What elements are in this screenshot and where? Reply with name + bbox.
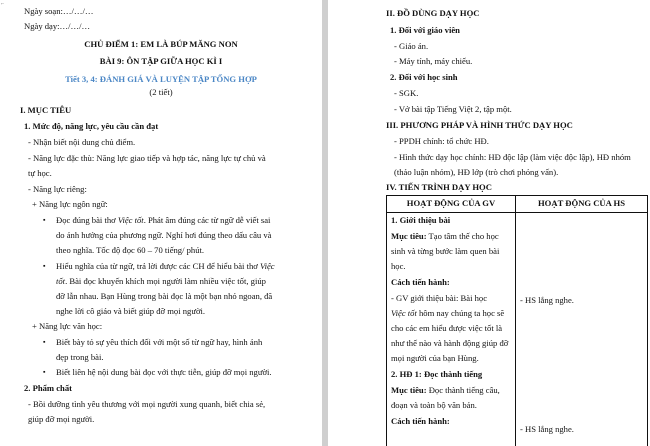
section-procedure: IV. TIẾN TRÌNH DẠY HỌC [386, 182, 492, 192]
bullet-text: do ảnh hưởng của phương ngữ. Nghỉ hơi đúng theo dấu câu và [56, 230, 272, 240]
bullet-text: theo nghĩa. Tốc độ đọc 60 – 70 tiếng/ phút. [56, 245, 205, 255]
table-row [387, 213, 648, 446]
bullet-text: đỡ lẫn nhau. Bạn Hùng trong bài đọc là một bạn nhỏ ngoan, đã [56, 291, 273, 301]
right-page [328, 0, 650, 446]
poem-title: tốt [56, 276, 66, 286]
objective-line: + Năng lực văn học: [32, 321, 103, 331]
bullet-item: ▪ Biết bày tỏ sự yêu thích đối với một số từ ngữ hay, hình ảnh [56, 337, 262, 348]
table-header-gv: HOẠT ĐỘNG CỦA GV [387, 196, 516, 213]
method-line: - PPDH chính: tổ chức HĐ. [394, 136, 489, 146]
table-text: như thế nào và hành động giúp đỡ [391, 338, 509, 348]
table-text: đoạn và toàn bộ văn bản. [391, 400, 477, 410]
lesson-title: BÀI 9: ÔN TẬP GIỮA HỌC KÌ I [99, 56, 223, 66]
table-text: Cách tiến hành: [391, 416, 450, 426]
hs-column [516, 213, 648, 446]
bullet-text: . Phát âm đúng các từ ngữ dễ viết sai [143, 215, 271, 225]
table-text: Cách tiến hành: [391, 277, 450, 287]
activity-table [386, 195, 648, 446]
table-text: Mục tiêu: Tạo tâm thế cho học [391, 231, 499, 241]
objective-line: - Nhận biết nội dung chủ điểm. [28, 137, 136, 147]
table-text: mọi người của bạn Hùng. [391, 353, 479, 363]
objective-line: - Năng lực đặc thù: Năng lực giao tiếp và hợp tác, năng lực tự chủ và [28, 153, 266, 163]
subsection-competencies: 1. Mức độ, năng lực, yêu cầu cần đạt [24, 121, 159, 131]
material-line: - Giáo án. [394, 41, 429, 51]
objective-line: tự học. [28, 168, 52, 178]
bullet-text: Đọc đúng bài thơ [56, 215, 118, 225]
quality-line: giúp đỡ mọi người. [28, 414, 95, 424]
bullet-text: . Bài đọc khuyến khích mọi người làm nhiều việc tốt, giúp [65, 276, 266, 286]
section-materials: II. ĐỒ DÙNG DẠY HỌC [386, 8, 480, 18]
subsection-qualities: 2. Phẩm chất [24, 383, 72, 393]
bullet-item [56, 215, 270, 226]
material-line: - SGK. [394, 88, 419, 98]
hs-response: - HS lắng nghe. [520, 424, 574, 434]
bullet-text: đẹp trong bài. [56, 352, 104, 362]
date-prepared: Ngày soạn:…/…/… [24, 6, 94, 16]
method-line: - Hình thức dạy học chính: HĐ độc lập (làm việc độc lập), HĐ nhóm [394, 152, 631, 162]
material-line: - Vở bài tập Tiếng Việt 2, tập một. [394, 104, 512, 114]
table-text: cho các em hiểu được việc tốt là [391, 323, 503, 333]
section-methods: III. PHƯƠNG PHÁP VÀ HÌNH THỨC DẠY HỌC [386, 120, 573, 130]
section-objectives: I. MỤC TIÊU [20, 105, 72, 115]
material-line: - Máy tính, máy chiếu. [394, 56, 473, 66]
gv-column [387, 213, 516, 446]
table-text: - GV giới thiệu bài: Bài học [391, 293, 488, 303]
bullet-item: ▪ Biết liên hệ nội dung bài đọc với thực tiễn, giúp đỡ mọi người. [56, 367, 272, 378]
activity-heading: 2. HĐ 1: Đọc thành tiếng [391, 369, 483, 379]
theme-title: CHỦ ĐIỂM 1: EM LÀ BÚP MĂNG NON [84, 39, 238, 49]
quality-line: - Bồi dưỡng tình yêu thương với mọi người xung quanh, biết chia sẻ, [28, 399, 266, 409]
table-text: Mục tiêu: Đọc thành tiếng câu, [391, 385, 500, 395]
date-taught: Ngày dạy:…/…/… [24, 21, 91, 31]
table-header-hs: HOẠT ĐỘNG CỦA HS [516, 196, 648, 213]
period-count: (2 tiết) [149, 87, 173, 97]
objective-line: + Năng lực ngôn ngữ: [32, 199, 108, 209]
table-header-row [387, 196, 648, 213]
bullet-text: nghe lời cô giáo và biết giúp đỡ mọi người. [56, 306, 206, 316]
left-page [0, 0, 322, 446]
objective-line: - Năng lực riêng: [28, 184, 87, 194]
subsection-student: 2. Đối với học sinh [390, 72, 458, 82]
period-title: Tiết 3, 4: ĐÁNH GIÁ VÀ LUYỆN TẬP TỔNG HỢP [65, 74, 257, 84]
bullet-text [56, 276, 266, 287]
table-text: sinh và từng bước làm quen bài [391, 246, 500, 256]
table-text: học. [391, 261, 406, 271]
header-corner-mark: ⌐ [1, 1, 5, 7]
method-line: (thảo luận nhóm), HĐ lớp (trò chơi phỏng vấn). [394, 167, 559, 177]
hs-response: - HS lắng nghe. [520, 295, 574, 305]
poem-title: Việc [259, 261, 275, 271]
poem-title: Việc tốt [117, 215, 144, 225]
table-text: Việc tốt hôm nay chúng ta học sẽ [391, 308, 505, 318]
bullet-item [56, 261, 275, 272]
activity-heading: 1. Giới thiệu bài [391, 215, 451, 225]
subsection-teacher: 1. Đối với giáo viên [390, 25, 460, 35]
bullet-text: Hiểu nghĩa của từ ngữ, trả lời được các CH để hiểu bài thơ [56, 261, 260, 271]
